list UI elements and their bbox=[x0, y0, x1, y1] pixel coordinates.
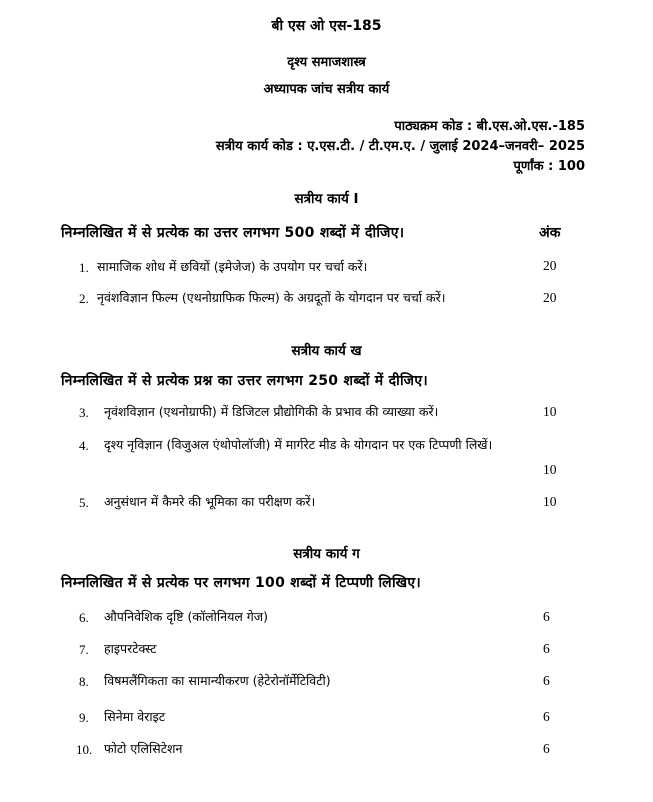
marks-column-label: अंक bbox=[539, 225, 561, 241]
question-text: हाइपरटेक्स्ट bbox=[104, 641, 157, 656]
question-number: 7. bbox=[79, 642, 89, 657]
course-code: बी एस ओ एस-185 bbox=[271, 18, 382, 34]
question-text: नृवंशविज्ञान फिल्म (एथनोग्राफिक फिल्म) के अग्रदूतों के योगदान पर चर्चा करें। bbox=[97, 290, 446, 305]
question-text: फोटो एलिसिटेशन bbox=[104, 741, 183, 756]
question-text: सामाजिक शोध में छवियों (इमेजेज) के उपयोग पर चर्चा करें। bbox=[97, 259, 368, 274]
program-code: पाठ्यक्रम कोड : बी.एस.ओ.एस.-185 bbox=[394, 119, 585, 134]
assignment-type: अध्यापक जांच सत्रीय कार्य bbox=[263, 82, 390, 97]
question-number: 1. bbox=[79, 260, 89, 275]
question-text: औपनिवेशिक दृष्टि (कॉलोनियल गेज) bbox=[104, 609, 268, 624]
question-number: 3. bbox=[79, 405, 89, 420]
question-text: अनुसंधान में कैमरे की भूमिका का परीक्षण करें। bbox=[104, 494, 316, 509]
question-marks: 20 bbox=[543, 290, 557, 305]
section-instruction: निम्नलिखित में से प्रत्येक पर लगभग 100 शब्दों में टिप्पणी लिखिए। bbox=[61, 575, 421, 591]
question-marks: 6 bbox=[543, 609, 550, 624]
section-title: सत्रीय कार्य ख bbox=[291, 343, 362, 359]
question-number: 8. bbox=[79, 674, 89, 689]
question-text: दृश्य नृविज्ञान (विजुअल एंथोपोलॉजी) में मार्गरेट मीड के योगदान पर एक टिप्पणी लिखें। bbox=[104, 437, 493, 452]
section-instruction: निम्नलिखित में से प्रत्येक का उत्तर लगभग 500 शब्दों में दीजिए। bbox=[61, 225, 405, 241]
assignment-code: सत्रीय कार्य कोड : ए.एस.टी. / टी.एम.ए. / जुलाई 2024–जनवरी– 2025 bbox=[215, 139, 585, 154]
max-marks: पूर्णांक : 100 bbox=[513, 159, 585, 174]
section-instruction: निम्नलिखित में से प्रत्येक प्रश्न का उत्तर लगभग 250 शब्दों में दीजिए। bbox=[61, 373, 428, 389]
section-title: सत्रीय कार्य ग bbox=[293, 546, 360, 562]
section-title: सत्रीय कार्य I bbox=[294, 191, 359, 207]
question-text: विषमलैंगिकता का सामान्यीकरण (हेटेरोनॉर्मेटिविटी) bbox=[104, 673, 331, 688]
question-marks: 10 bbox=[543, 462, 557, 477]
question-text: नृवंशविज्ञान (एथनोग्राफी) में डिजिटल प्रौद्योगिकी के प्रभाव की व्याख्या करें। bbox=[104, 404, 439, 419]
question-number: 2. bbox=[79, 291, 89, 306]
question-marks: 6 bbox=[543, 741, 550, 756]
question-text: सिनेमा वेराइट bbox=[104, 709, 166, 724]
question-marks: 6 bbox=[543, 673, 550, 688]
course-title: दृश्य समाजशास्त्र bbox=[287, 55, 366, 70]
question-marks: 10 bbox=[543, 494, 557, 509]
question-number: 9. bbox=[79, 710, 89, 725]
question-marks: 10 bbox=[543, 404, 557, 419]
question-marks: 20 bbox=[543, 258, 557, 273]
question-number: 4. bbox=[79, 438, 89, 453]
question-number: 10. bbox=[76, 742, 93, 757]
question-number: 5. bbox=[79, 495, 89, 510]
question-marks: 6 bbox=[543, 709, 550, 724]
question-marks: 6 bbox=[543, 641, 550, 656]
question-number: 6. bbox=[79, 610, 89, 625]
